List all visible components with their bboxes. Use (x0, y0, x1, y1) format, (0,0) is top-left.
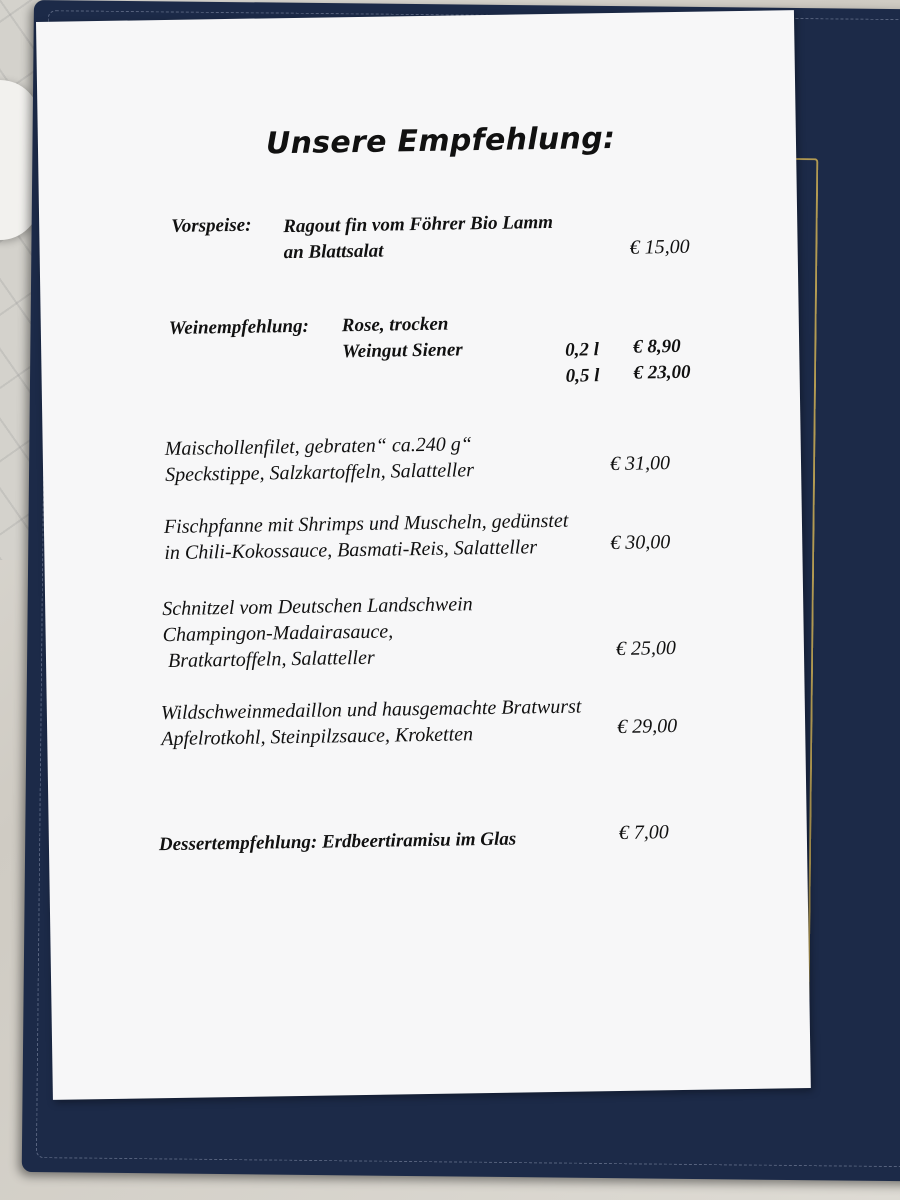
wine-line-1: Rose, trocken (341, 313, 449, 337)
dish-4-price: € 29,00 (616, 715, 678, 738)
starter-price: € 15,00 (629, 235, 690, 259)
dish-3-line-3: Bratkartoffeln, Salatteller (167, 646, 375, 673)
wine-size-1: 0,2 l (565, 339, 600, 361)
dessert-line: Dessertempfehlung: Erdbeertiramisu im Glas (158, 828, 517, 856)
dish-1-line-1: Maischollenfilet, gebraten“ ca.240 g“ (164, 433, 473, 461)
menu-sheet (36, 10, 811, 1100)
dessert-price: € 7,00 (618, 821, 669, 844)
dish-3-line-1: Schnitzel vom Deutschen Landschwein (162, 593, 473, 621)
wine-price-2: € 23,00 (633, 361, 691, 384)
starter-line-2: an Blattsalat (283, 240, 384, 264)
dish-4-line-1: Wildschweinmedaillon und hausgemachte Bratwurst (160, 695, 582, 725)
page-title: Unsere Empfehlung: (265, 120, 616, 162)
dish-2-line-1: Fischpfanne mit Shrimps und Muscheln, gedünstet (163, 509, 569, 539)
starter-label: Vorspeise: (171, 214, 252, 237)
wine-size-2: 0,5 l (565, 365, 600, 387)
wine-line-2: Weingut Siener (342, 339, 463, 363)
dish-2-price: € 30,00 (610, 531, 671, 555)
dish-1-price: € 31,00 (609, 452, 671, 476)
dish-1-line-2: Speckstippe, Salzkartoffeln, Salatteller (164, 459, 475, 487)
wine-price-1: € 8,90 (633, 335, 681, 358)
dish-2-line-2: in Chili-Kokossauce, Basmati-Reis, Salatteller (164, 536, 538, 565)
dish-4-line-2: Apfelrotkohl, Steinpilzsauce, Kroketten (161, 723, 474, 751)
dish-3-price: € 25,00 (615, 637, 677, 660)
starter-line-1: Ragout fin vom Föhrer Bio Lamm (283, 211, 554, 238)
dish-3-line-2: Champingon-Madairasauce, (162, 620, 394, 647)
wine-label: Weinempfehlung: (168, 315, 310, 339)
